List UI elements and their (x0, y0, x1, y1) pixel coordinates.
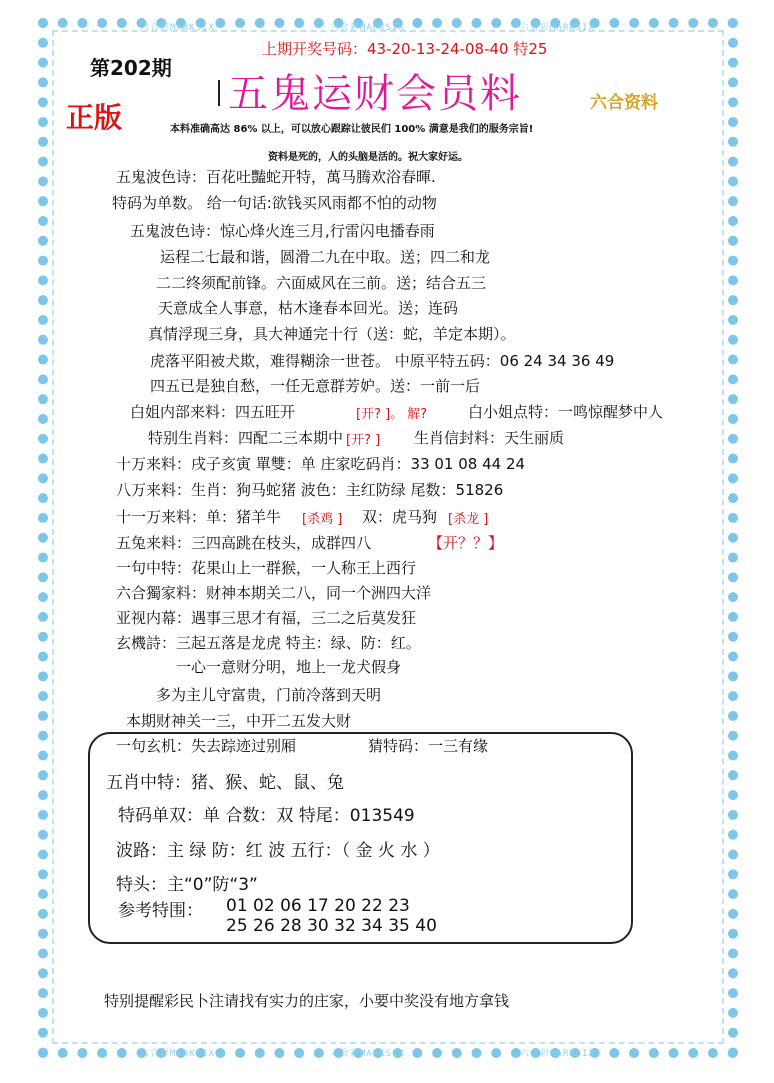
watermark-top: 六合彩MARKSIX (140, 23, 215, 33)
text-line: 本期财神关一三，中开二五发大财 (126, 712, 352, 730)
watermark-bottom: 六合彩MARKSIX (330, 1049, 405, 1059)
box-five-zodiac: 五肖中特：猪、猴、蛇、鼠、兔 (106, 773, 344, 793)
text-line: 虎落平阳被犬欺，难得糊涂一世苍。 中原平特五码：06 24 34 36 49 (150, 352, 615, 370)
box-waves: 波路：主 绿 防：红 波 五行：（ 金 火 水 ） (116, 841, 440, 861)
box-riddle: 一句玄机：失去踪迹过别厢 (116, 737, 297, 755)
text-line: 运程二七最和谐，圆滑二九在中取。送；四二和龙 (160, 248, 491, 266)
text-line: 亚视内幕：遇事三思才有福，三二之后莫发狂 (116, 609, 417, 627)
watermark-top: 六合彩MARKSIX (330, 23, 405, 33)
text-line: 二二终须配前锋。六面威风在三前。送；结合五三 (156, 274, 487, 292)
text-line: 四五已是独自愁，一任无意群芳妒。送：一前一后 (150, 377, 481, 395)
text-line: 一句中特：花果山上一群猴，一人称王上西行 (116, 559, 417, 577)
previous-result: 上期开奖号码：43-20-13-24-08-40 特25 (262, 40, 548, 58)
text-line: 【开？？】 (428, 534, 504, 552)
text-line: 特码为单数。 给一句话:欲钱买风雨都不怕的动物 (112, 194, 437, 212)
box-ref-row: 25 26 28 30 32 34 35 40 (226, 916, 437, 936)
text-line: [杀鸡 ] (302, 512, 343, 527)
liuhe-label: 六合资料 (590, 93, 658, 113)
text-line: 玄機詩：三起五落是龙虎 特主：绿、防：红。 (116, 634, 421, 652)
text-line: 特别生肖料：四配二三本期中 (148, 429, 344, 447)
title-bar (218, 80, 220, 106)
text-line: 白小姐点特：一鸣惊醒梦中人 (468, 403, 664, 421)
box-guess: 猜特码：一三有缘 (368, 737, 489, 755)
text-line: 白姐内部来料：四五旺开 (130, 403, 296, 421)
text-line: [杀龙 ] (448, 512, 489, 527)
text-line: 五鬼波色诗：百花吐豔蛇开特，萬马腾欢浴春暉. (116, 168, 436, 186)
text-line: 十万来料：戌子亥寅 單雙：单 庄家吃码肖：33 01 08 44 24 (116, 455, 526, 473)
text-line: 天意成全人事意，枯木逢春本回光。送；连码 (158, 299, 459, 317)
text-line: [开? ] (346, 433, 381, 448)
box-ref-label: 参考特围： (118, 901, 203, 921)
tagline-luck: 资料是死的，人的头脑是活的。祝大家好运。 (268, 152, 468, 163)
tagline-accuracy: 本料准确高达 86% 以上，可以放心跟踪让彼民们 100% 满意是我们的服务宗旨! (170, 124, 534, 135)
text-line: 五兔来料：三四高跳在枝头，成群四八 (116, 534, 372, 552)
watermark-top: 六合彩MARKSIX (520, 23, 595, 33)
watermark-bottom: 六合彩MARKSIX (140, 1049, 215, 1059)
text-line: 双：虎马狗 (362, 508, 438, 526)
box-parity: 特码单双：单 合数：双 特尾：013549 (118, 806, 415, 826)
page-title: 五鬼运财会员料 (228, 71, 522, 117)
watermark-bottom: 六合彩MARKSIX (520, 1049, 595, 1059)
issue-number: 第202期 (90, 56, 172, 80)
text-line: 生肖信封料：天生丽质 (414, 429, 565, 447)
footer-notice: 特别提醒彩民卜注请找有实力的庄家，小要中奖没有地方拿钱 (104, 992, 510, 1010)
box-ref-row: 01 02 06 17 20 22 23 (226, 896, 410, 916)
text-line: 六合獨家料：财神本期关二八，同一个洲四大洋 (116, 584, 432, 602)
genuine-label: 正版 (66, 101, 123, 134)
text-line: 多为主儿守富贵，门前冷落到天明 (156, 686, 382, 704)
text-line: 八万来料：生肖：狗马蛇猪 波色：主红防绿 尾数：51826 (116, 481, 504, 499)
box-head: 特头：主“0”防“3” (116, 875, 258, 895)
text-line: [开? ]。 解? (356, 407, 428, 422)
text-line: 十一万来料：单：猪羊牛 (116, 508, 282, 526)
text-line: 真情浮现三身，具大神通完十行（送：蛇，羊定本期）。 (148, 325, 516, 343)
text-line: 五鬼波色诗：惊心烽火连三月,行雷闪电播春雨 (130, 222, 435, 240)
text-line: 一心一意财分明，地上一龙犬假身 (176, 658, 402, 676)
